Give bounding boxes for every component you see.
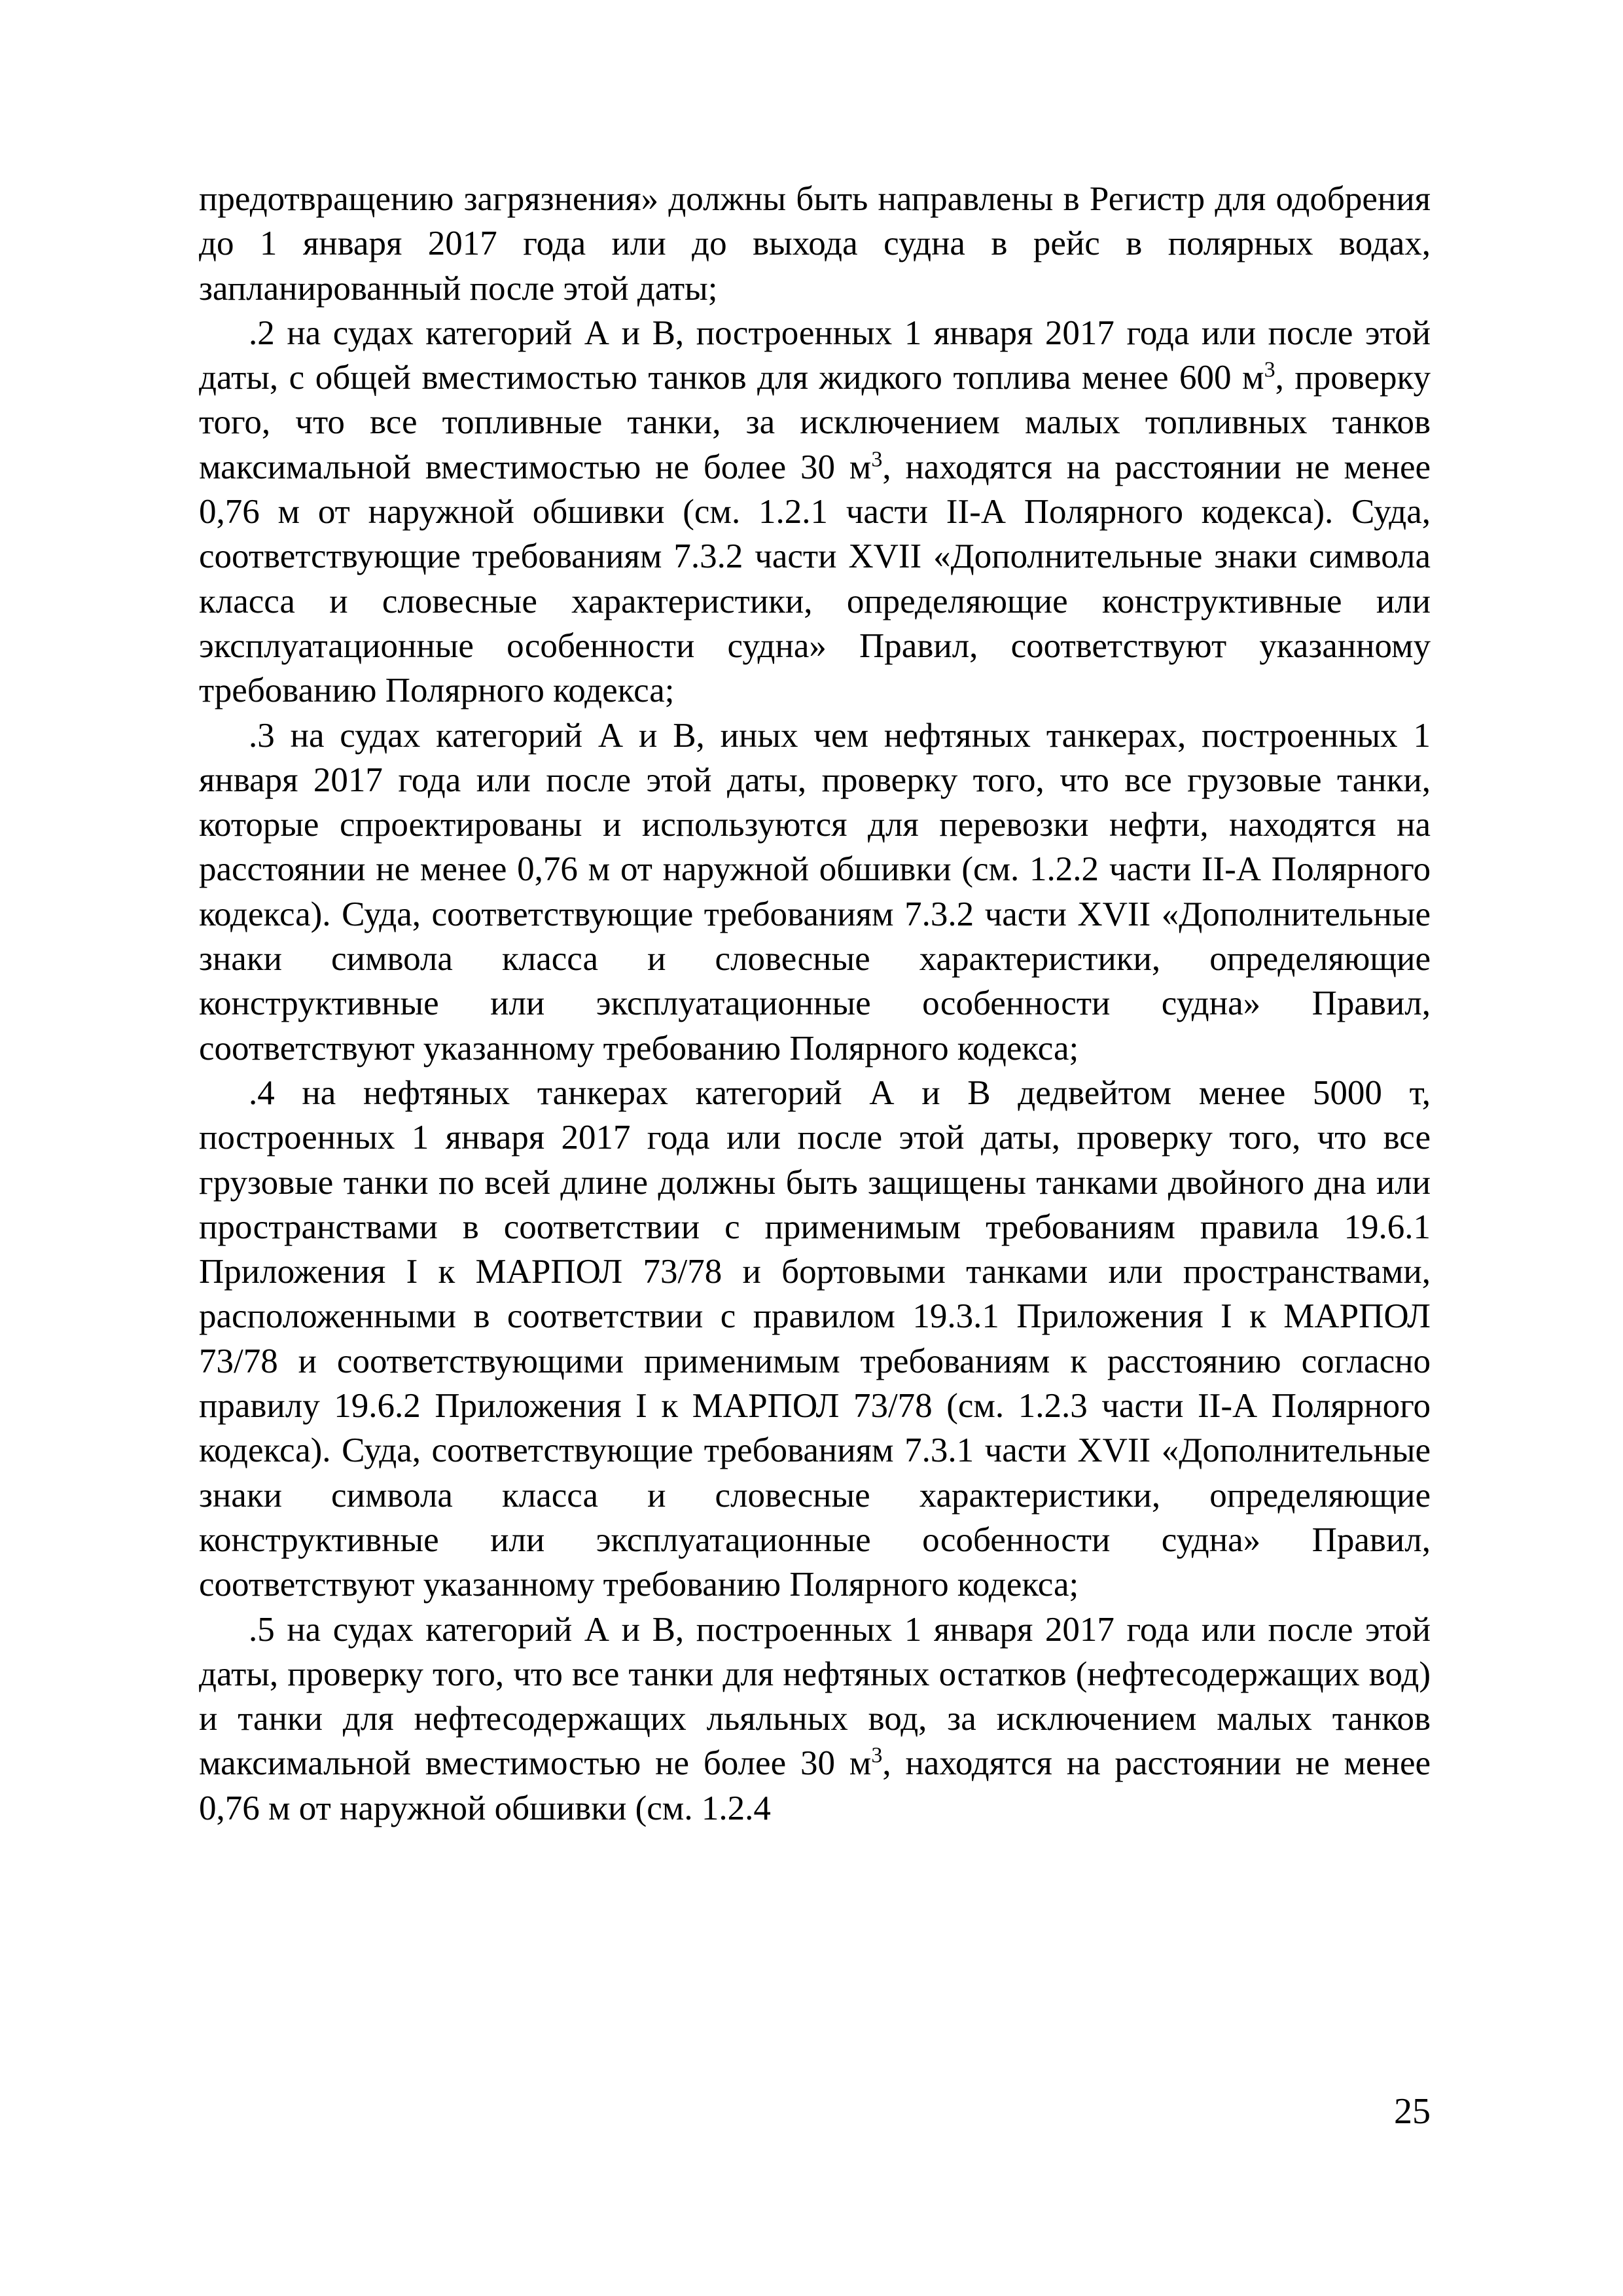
paragraph-p4	[199, 1071, 1431, 1607]
paragraph-text: , находятся на расстоянии не менее 0,76 м от наружной обшивки (см. 1.2.4	[199, 1744, 1431, 1827]
page-number: 25	[1394, 2091, 1431, 2132]
paragraph-text: , проверку того, что все топливные танки, за исключением малых топливных танков максимальной вместимостью не более 30 м	[199, 359, 1431, 486]
paragraph-p5	[199, 1607, 1431, 1831]
superscript: 3	[871, 1743, 883, 1768]
paragraph-p1	[199, 177, 1431, 311]
superscript: 3	[871, 447, 883, 472]
body-text	[199, 177, 1431, 1831]
superscript: 3	[1264, 357, 1275, 382]
paragraph-text: .4 на нефтяных танкерах категорий А и В дедвейтом менее 5000 т, построенных 1 января 2017 года или после этой даты, проверку того, что все грузовые танки по всей длине должны быть защищены танками двойного дна или пространствами в соответствии с применимым требованиям правила 19.6.1 Приложения I к МАРПОЛ 73/78 и бортовыми танками или пространствами, расположенными в соответствии с правилом 19.3.1 Приложения I к МАРПОЛ 73/78 и соответствующими применимым требованиям к расстоянию согласно правилу 19.6.2 Приложения I к МАРПОЛ 73/78 (см. 1.2.3 части II-А Полярного кодекса). Суда, соответствующие требованиям 7.3.1 части XVII «Дополнительные знаки символа класса и словесные характеристики, определяющие конструктивные или эксплуатационные особенности судна» Правил, соответствуют указанному требованию Полярного кодекса;	[199, 1073, 1431, 1604]
paragraph-text: , находятся на расстоянии не менее 0,76 м от наружной обшивки (см. 1.2.1 части II-А Полярного кодекса). Суда, соответствующие требованиям 7.3.2 части XVII «Дополнительные знаки символа класса и словесные характеристики, определяющие конструктивные или эксплуатационные особенности судна» Правил, соответствуют указанному требованию Полярного кодекса;	[199, 448, 1431, 710]
paragraph-p3	[199, 713, 1431, 1071]
paragraph-text: .2 на судах категорий А и В, построенных 1 января 2017 года или после этой даты, с общей вместимостью танков для жидкого топлива менее 600 м	[199, 314, 1431, 397]
paragraph-text: .3 на судах категорий А и В, иных чем нефтяных танкерах, построенных 1 января 2017 года или после этой даты, проверку того, что все грузовые танки, которые спроектированы и используются для перевозки нефти, находятся на расстоянии не менее 0,76 м от наружной обшивки (см. 1.2.2 части II-А Полярного кодекса). Суда, соответствующие требованиям 7.3.2 части XVII «Дополнительные знаки символа класса и словесные характеристики, определяющие конструктивные или эксплуатационные особенности судна» Правил, соответствуют указанному требованию Полярного кодекса;	[199, 716, 1431, 1067]
paragraph-text: предотвращению загрязнения» должны быть направлены в Регистр для одобрения до 1 января 2017 года или до выхода судна в рейс в полярных водах, запланированный после этой даты;	[199, 180, 1431, 308]
paragraph-p2	[199, 311, 1431, 713]
paragraph-text: .5 на судах категорий А и В, построенных 1 января 2017 года или после этой даты, проверку того, что все танки для нефтяных остатков (нефтесодержащих вод) и танки для нефтесодержащих льяльных вод, за исключением малых танков максимальной вместимостью не более 30 м	[199, 1610, 1431, 1783]
